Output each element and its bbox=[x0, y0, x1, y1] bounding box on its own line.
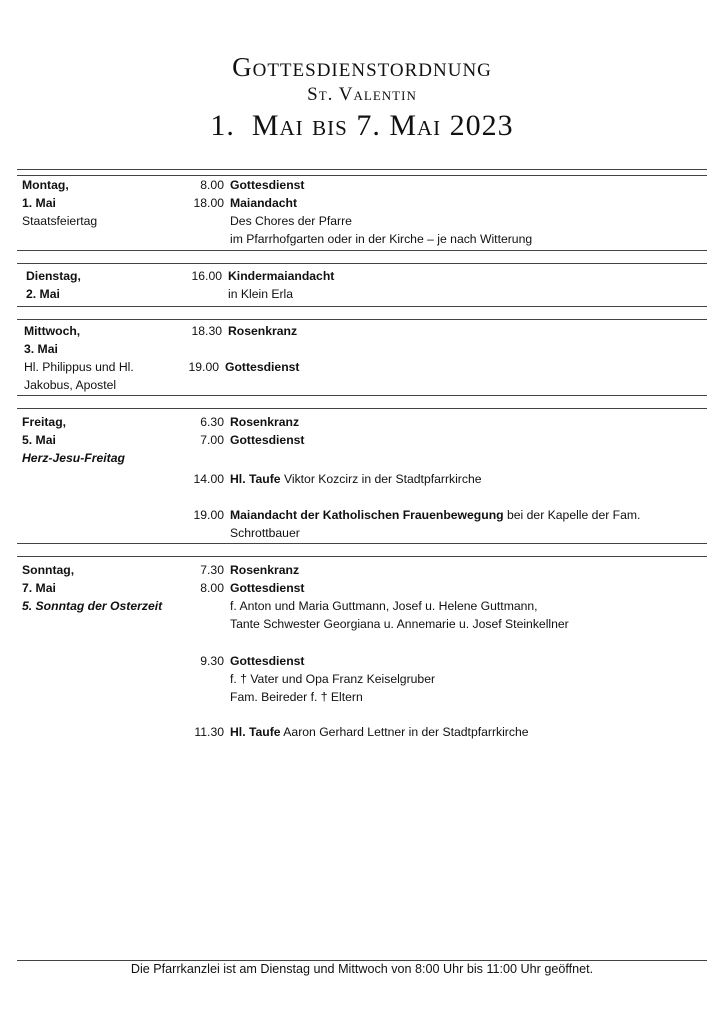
day-name: Sonntag, bbox=[22, 563, 75, 577]
service-time: 16.00 bbox=[191, 269, 222, 283]
service-time: 19.00 bbox=[188, 360, 219, 374]
service-title: Kindermaiandacht bbox=[228, 269, 335, 283]
date-range: 1. Mai bis 7. Mai 2023 bbox=[210, 109, 514, 142]
service-detail-line: Des Chores der Pfarre bbox=[230, 214, 352, 228]
service-title: Rosenkranz bbox=[230, 563, 300, 577]
day-note: 5. Sonntag der Osterzeit bbox=[22, 599, 163, 613]
service-title: Gottesdienst bbox=[225, 360, 300, 374]
day-label-sunday bbox=[22, 561, 162, 615]
divider bbox=[17, 263, 707, 264]
service-title: Gottesdienst bbox=[230, 433, 305, 447]
service-title: Gottesdienst bbox=[230, 581, 305, 595]
parish-name: St. Valentin bbox=[307, 84, 417, 105]
divider bbox=[17, 306, 707, 307]
service-title: Hl. Taufe bbox=[230, 472, 281, 486]
service-title: Rosenkranz bbox=[228, 324, 298, 338]
day-name: Freitag, bbox=[22, 415, 67, 429]
day-note: Hl. Philippus und Hl. bbox=[24, 360, 134, 374]
service-time: 8.00 bbox=[200, 581, 224, 595]
service-detail: Aaron Gerhard Lettner in der Stadtpfarrkirche bbox=[283, 725, 529, 739]
service-detail-line: Fam. Beireder f. † Eltern bbox=[230, 690, 363, 704]
day-date: 2. Mai bbox=[26, 287, 60, 301]
divider bbox=[17, 395, 707, 396]
day-date: 1. Mai bbox=[22, 196, 56, 210]
service-time: 18.30 bbox=[191, 324, 222, 338]
divider bbox=[17, 556, 707, 557]
service-time: 8.00 bbox=[200, 178, 224, 192]
day-date: 7. Mai bbox=[22, 581, 56, 595]
divider bbox=[17, 250, 707, 251]
day-name: Montag, bbox=[22, 178, 69, 192]
service-detail-line: Schrottbauer bbox=[230, 526, 300, 540]
day-label-friday bbox=[22, 413, 125, 467]
divider bbox=[17, 169, 707, 170]
day-note: Staatsfeiertag bbox=[22, 214, 98, 228]
service-time: 19.00 bbox=[193, 508, 224, 522]
day-name: Mittwoch, bbox=[24, 324, 81, 338]
service-detail-line: f. † Vater und Opa Franz Keiselgruber bbox=[230, 672, 436, 686]
divider bbox=[17, 960, 707, 961]
service-detail: bei der Kapelle der Fam. bbox=[506, 508, 641, 522]
day-name: Dienstag, bbox=[26, 269, 81, 283]
service-time: 18.00 bbox=[193, 196, 224, 210]
service-time: 6.30 bbox=[200, 415, 224, 429]
divider bbox=[17, 319, 707, 320]
service-detail-line: f. Anton und Maria Guttmann, Josef u. Helene Guttmann, bbox=[230, 599, 538, 613]
service-title: Gottesdienst bbox=[230, 178, 305, 192]
divider bbox=[17, 543, 707, 544]
divider bbox=[17, 175, 707, 176]
service-time: 9.30 bbox=[200, 654, 224, 668]
day-date: 5. Mai bbox=[22, 433, 56, 447]
service-detail-line: Tante Schwester Georgiana u. Annemarie u. Josef Steinkellner bbox=[230, 617, 569, 631]
service-title: Rosenkranz bbox=[230, 415, 300, 429]
service-detail-line: im Pfarrhofgarten oder in der Kirche – je nach Witterung bbox=[230, 232, 533, 246]
day-note: Jakobus, Apostel bbox=[24, 378, 117, 392]
service-title: Maiandacht bbox=[230, 196, 298, 210]
day-label-wednesday bbox=[24, 322, 134, 394]
document-title: Gottesdienstordnung bbox=[232, 52, 492, 82]
day-label-tuesday bbox=[26, 267, 81, 303]
service-detail: Viktor Kozcirz in der Stadtpfarrkirche bbox=[283, 472, 482, 486]
service-time: 7.00 bbox=[200, 433, 224, 447]
day-label-monday bbox=[22, 176, 97, 230]
document-header bbox=[0, 50, 724, 144]
day-note: Herz-Jesu-Freitag bbox=[22, 451, 125, 465]
service-time: 11.30 bbox=[194, 725, 224, 739]
service-title: Gottesdienst bbox=[230, 654, 305, 668]
service-time: 14.00 bbox=[193, 472, 224, 486]
office-hours-note: Die Pfarrkanzlei ist am Dienstag und Mittwoch von 8:00 Uhr bis 11:00 Uhr geöffnet. bbox=[130, 962, 594, 976]
service-detail-line: in Klein Erla bbox=[228, 287, 294, 301]
service-title: Maiandacht der Katholischen Frauenbewegung bbox=[230, 508, 504, 522]
service-time: 7.30 bbox=[200, 563, 224, 577]
day-date: 3. Mai bbox=[24, 342, 58, 356]
service-title: Hl. Taufe bbox=[230, 725, 281, 739]
divider bbox=[17, 408, 707, 409]
